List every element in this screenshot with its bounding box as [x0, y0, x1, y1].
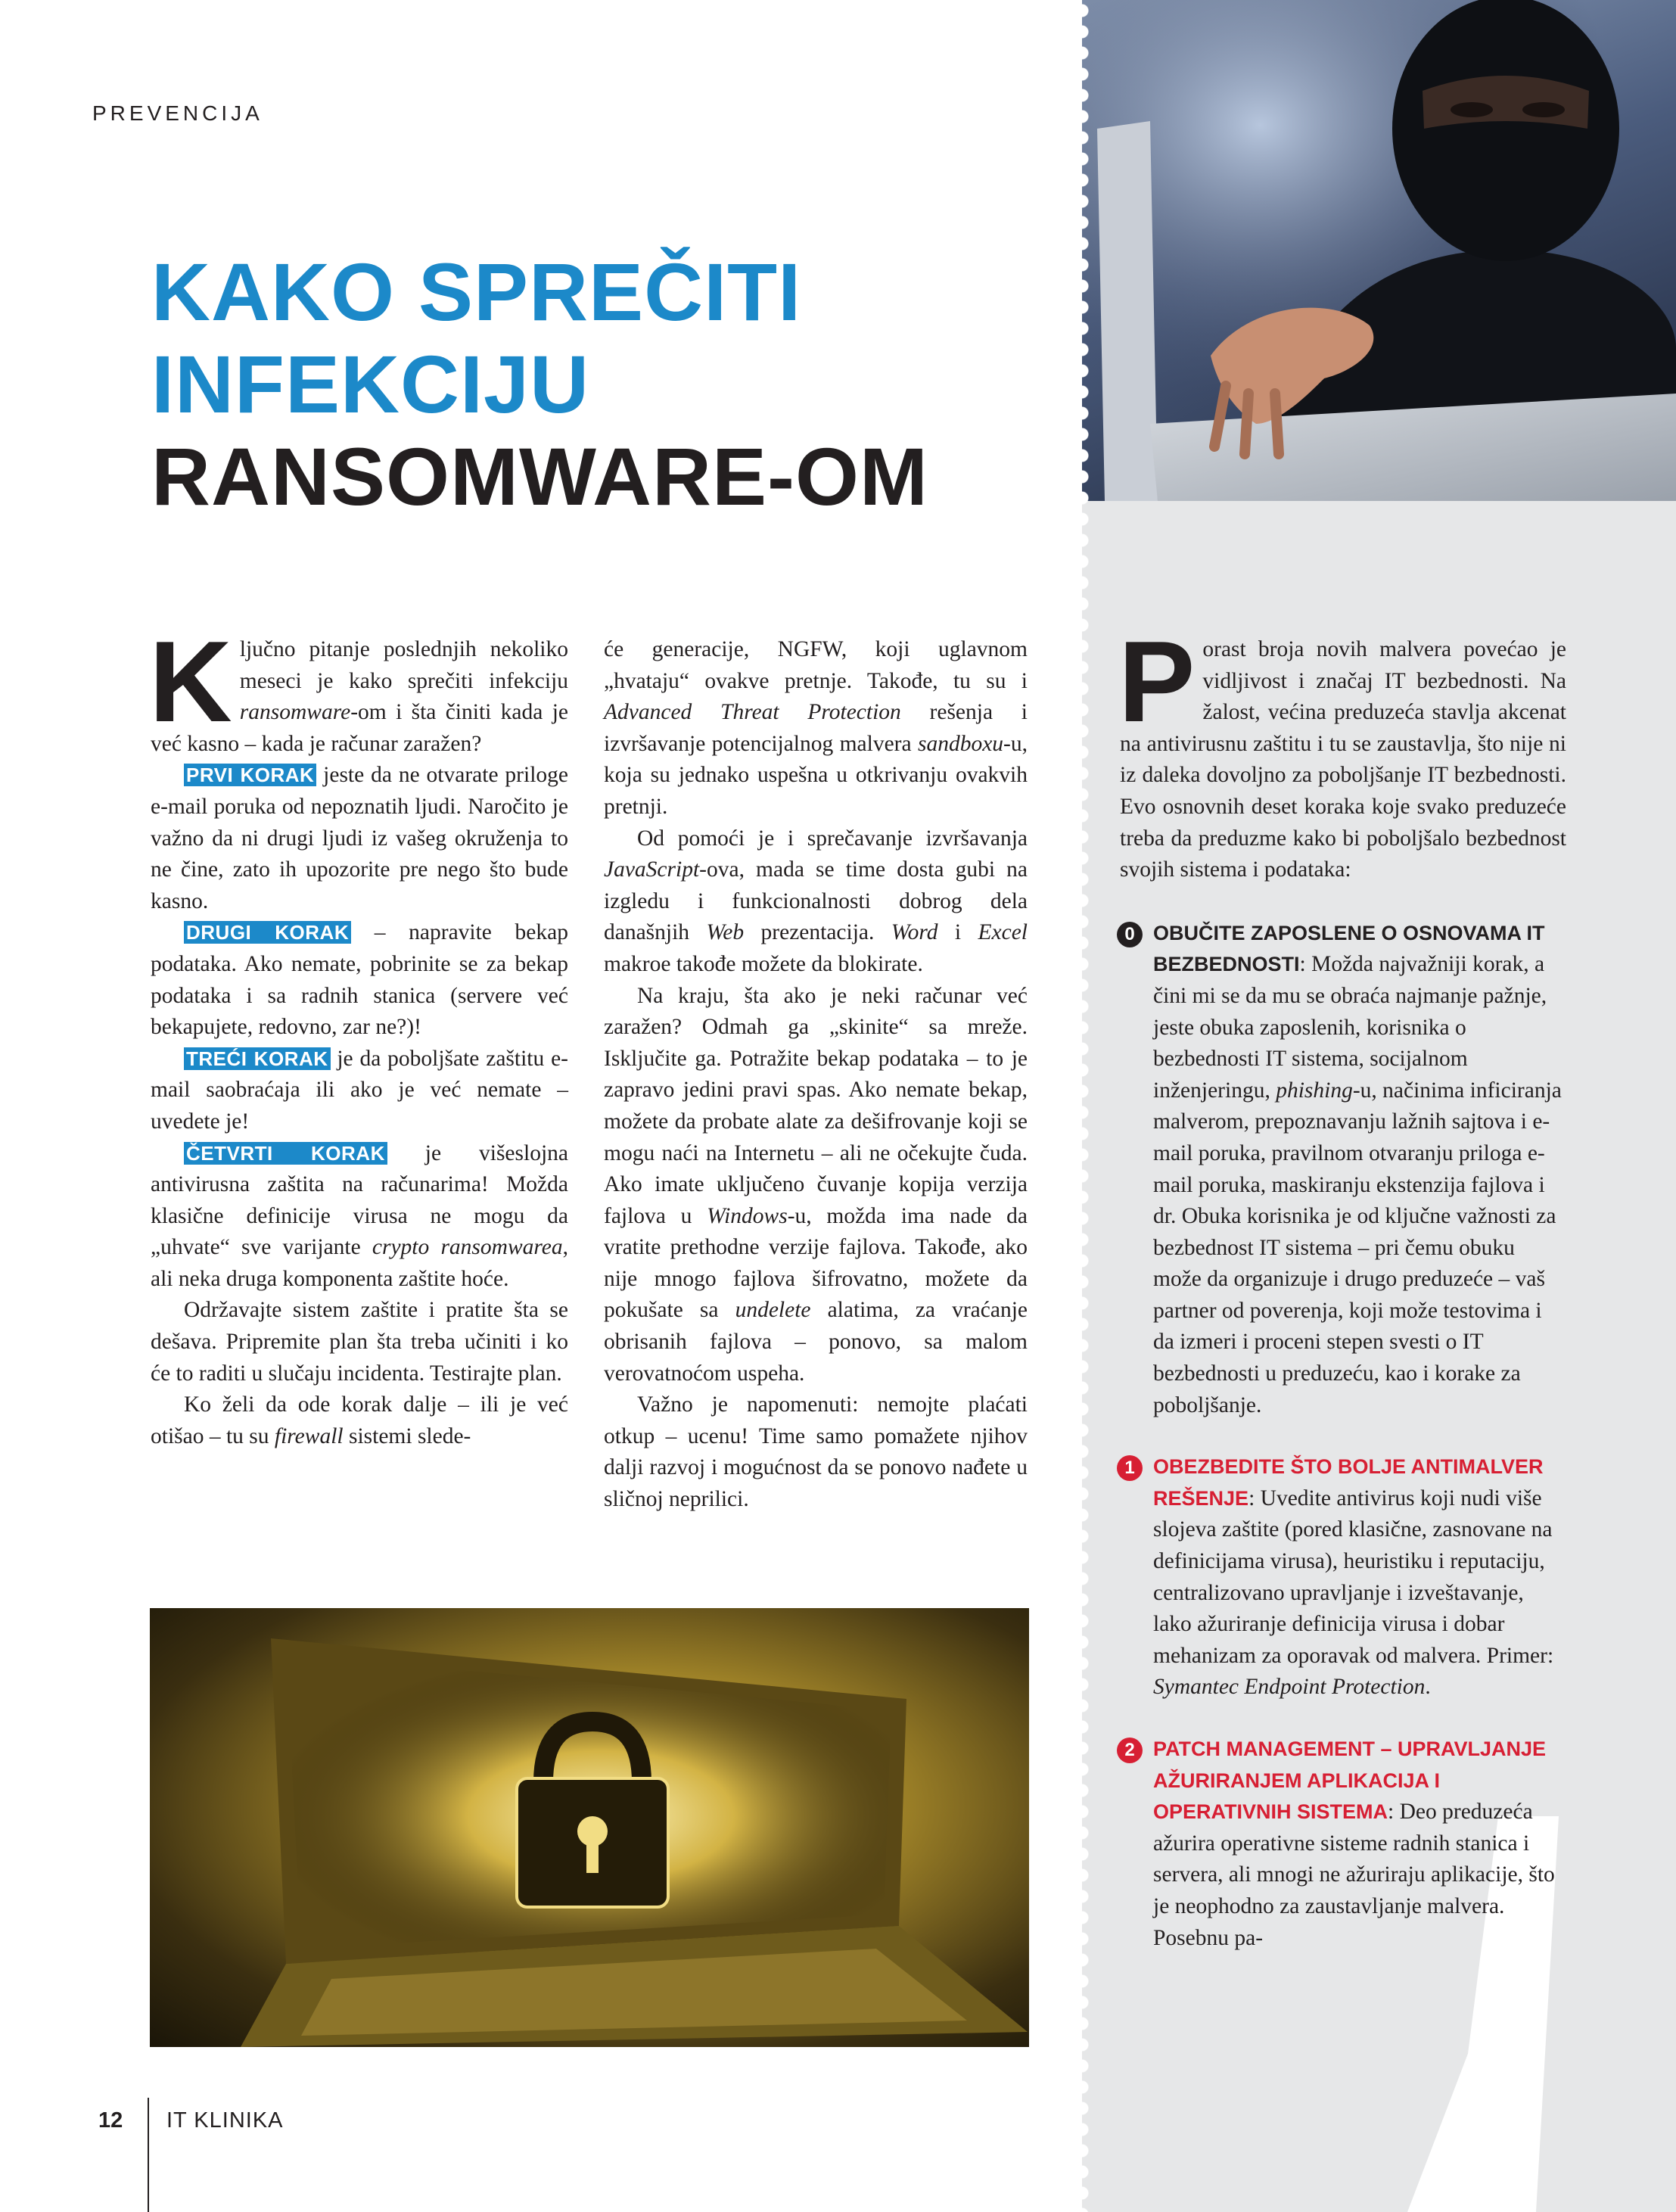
dropcap: P	[1118, 618, 1196, 746]
text-span: Od pomoći je i sprečavanje izvršavanja	[637, 826, 1028, 851]
text-span: : Možda najvažniji korak, a čini mi se da mu se obraća najmanje pažnje, jeste obuka zaposlenih, korisnika o bezbednosti IT sistema, socijalnom inženjeringu,	[1153, 952, 1547, 1103]
section-label: PREVENCIJA	[92, 101, 263, 125]
text-span: JavaScript	[604, 857, 700, 882]
step-paragraph-2	[151, 917, 568, 1043]
paragraph	[151, 1389, 568, 1452]
text-span: prezentacija.	[744, 920, 891, 945]
paragraph	[604, 981, 1028, 1390]
text-span: , ali neka druga komponenta zaštite hoće.	[151, 1235, 568, 1291]
text-span: crypto ransomwarea	[372, 1235, 563, 1260]
text-span: sandboxu	[917, 731, 1004, 756]
text-span: Windows	[707, 1203, 788, 1228]
hacker-photo	[1082, 0, 1676, 501]
headline-line-3: RANSOMWARE-OM	[151, 431, 928, 522]
page-number: 12	[98, 2108, 123, 2133]
text-span: ransomware	[239, 700, 351, 725]
text-span: ljučno pitanje poslednjih nekoliko meseci je kako sprečiti infekciju	[239, 637, 568, 693]
paragraph: Važno je napomenuti: nemojte plaćati otkup – ucenu! Time samo pomažete njihov dalji razvoj i mogućnost da se ponovo nađete u sličnoj neprilici.	[604, 1392, 1028, 1512]
text-span: Na kraju, šta ako je neki računar već zaražen? Odmah ga „skinite“ sa mreže. Isključite ga. Potražite bekap podataka – to je zapravo jedini pravi spas. Ako nemate bekap, možete da probate alate za dešifrovanje koji se mogu naći na Internetu – ali ne očekujte čuda. Ako imate uključeno čuvanje kopija verzija fajlova u	[604, 983, 1028, 1228]
step-title: PATCH MANAGEMENT – UPRAVLJANJE AŽURIRANJEM APLIKACIJA I OPERATIVNIH SISTEMA	[1153, 1738, 1547, 1824]
step-item-2	[1120, 1734, 1566, 1954]
step-item-0	[1120, 918, 1566, 1422]
text-span: Excel	[978, 920, 1028, 945]
step-tag-4: ČETVRTI KORAK	[184, 1142, 387, 1165]
magazine-name: IT KLINIKA	[166, 2108, 284, 2133]
article-column-2	[604, 634, 1028, 1516]
step-paragraph-3	[151, 1044, 568, 1138]
text-span: Web	[706, 920, 745, 945]
dropcap: K	[149, 618, 232, 746]
text-span: je višeslojna antivirusna zaštita na računarima! Možda klasične definicije virusa ne mogu da „uhvate“ sve varijante	[151, 1140, 568, 1260]
text-span: firewall	[274, 1423, 344, 1448]
text-span: je da poboljšate zaštitu e-mail saobraćaja ili ako je već nemate – uvedete je!	[151, 1046, 568, 1134]
text-span: rešenja i izvršavanje potencijalnog malvera	[604, 700, 1028, 756]
step-title: OBEZBEDITE ŠTO BOLJE ANTIMALVER REŠENJE	[1153, 1455, 1544, 1510]
text-span: .	[1425, 1675, 1431, 1700]
text-span: i	[938, 920, 978, 945]
step-tag-2: DRUGI KORAK	[184, 921, 351, 944]
text-span: -u, koja su jednako uspešna u otkrivanju ovakvih pretnji.	[604, 731, 1028, 819]
text-span: : Deo preduzeća ažurira operativne sisteme radnih stanica i servera, ali mnogi ne ažuriraju aplikacije, što je neophodno za zaustavljanje malvera. Posebnu pa-	[1153, 1800, 1555, 1950]
article-column-1	[149, 618, 568, 1452]
intro-paragraph	[149, 618, 568, 760]
text-span: -u, možda ima nade da vratite prethodne verzije fajlova. Takođe, ako nije mnogo fajlova šifrovatno, možete da pokušate sa	[604, 1203, 1028, 1323]
hacker-illustration	[1082, 0, 1676, 501]
perforated-edge	[1071, 0, 1093, 2212]
article-headline	[151, 246, 928, 523]
text-span: Advanced Threat Protection	[604, 700, 901, 725]
step-item-1	[1120, 1451, 1566, 1703]
paragraph	[604, 823, 1028, 981]
sidebar-column	[1118, 618, 1566, 1984]
text-span: : Uvedite antivirus koji nudi više slojeva zaštite (pored klasične, zasnovane na definicijama virusa), heuristiku i reputaciju, centralizovano upravljanje i izveštavanje, lako ažuriranje definicija virusa i dobar mehanizam za oporavak od malvera. Primer:	[1153, 1486, 1554, 1668]
text-span: -u, načinima inficiranja malverom, prepoznavanju lažnih sajtova i e-mail poruka, pravilnom otvaranju priloga e-mail poruka, maskiranju ekstenzija fajlova i dr. Obuka korisnika je od ključne važnosti za bezbednost IT sistema – pri čemu obuku može da organizuje i drugo preduzeće – vaš partner od poverenja, koji može testovima i da izmeri i proceni stepen svesti o IT bezbednosti u preduzeću, kao i korake za poboljšanje.	[1153, 1078, 1562, 1417]
step-tag-3: TREĆI KORAK	[184, 1047, 331, 1070]
text-span: Word	[891, 920, 938, 945]
text-span: jeste da ne otvarate priloge e-mail poruka od nepoznatih ljudi. Naročito je važno da ni drugi ljudi iz vašeg okruženja to ne čine, zato ih upozorite pre nego što bude kasno.	[151, 763, 568, 913]
step-title: OBUČITE ZAPOSLENE O OSNOVAMA IT BEZBEDNOSTI	[1153, 921, 1545, 976]
text-span: alatima, za vraćanje obrisanih fajlova – ponovo, sa malom verovatnoćom uspeha.	[604, 1298, 1028, 1386]
sidebar-intro	[1118, 618, 1566, 886]
text-span: phishing	[1276, 1078, 1353, 1103]
text-span: -ova, mada se time dosta gubi na izgledu i funkcionalnosti dobrog dela današnjih	[604, 857, 1028, 945]
text-span: undelete	[735, 1298, 811, 1323]
text-span: -om i šta činiti kada je već kasno – kada je računar zaražen?	[151, 700, 568, 756]
text-span: makroe takođe možete da blokirate.	[604, 951, 923, 976]
headline-line-2: INFEKCIJU	[151, 338, 590, 430]
headline-line-1: KAKO SPREČITI	[151, 246, 802, 338]
step-number-badge: 2	[1117, 1738, 1143, 1763]
step-number-badge: 0	[1117, 922, 1143, 947]
padlock-illustration	[150, 1608, 1029, 2047]
text-span: orast broja novih malvera povećao je vidljivost i značaj IT bezbednosti. Na žalost, većina preduzeća stavlja akcenat na antivirusnu zaštitu i tu se zaustavlja, što nije ni iz daleka dovoljno za poboljšanje IT bezbednosti. Evo osnovnih deset koraka koje svako preduzeće treba da preduzme kako bi poboljšalo bezbednost svojih sistema i podataka:	[1120, 637, 1566, 882]
text-span: – napravite bekap podataka. Ako nemate, pobrinite se za bekap podataka i sa radnih stanica (servere već bekapujete, redovno, zar ne?)!	[151, 920, 568, 1040]
paragraph: Održavajte sistem zaštite i pratite šta se dešava. Pripremite plan šta treba učiniti i ko će to raditi u slučaju incidenta. Testirajte plan.	[151, 1298, 568, 1386]
step-tag-1: PRVI KORAK	[184, 764, 316, 786]
padlock-laptop-photo	[150, 1608, 1029, 2047]
text-span: će generacije, NGFW, koji uglavnom „hvataju“ ovakve pretnje. Takođe, tu su i	[604, 637, 1028, 693]
text-span: Ko želi da ode korak dalje – ili je već otišao – tu su	[151, 1392, 568, 1448]
step-number-badge: 1	[1117, 1455, 1143, 1481]
step-paragraph-4	[151, 1138, 568, 1296]
steps-list	[1120, 918, 1566, 1954]
step-paragraph-1	[151, 760, 568, 917]
footer-divider	[148, 2098, 149, 2212]
text-span: sistemi slede-	[343, 1423, 471, 1448]
text-span: Symantec Endpoint Protection	[1153, 1675, 1426, 1700]
paragraph	[604, 634, 1028, 823]
